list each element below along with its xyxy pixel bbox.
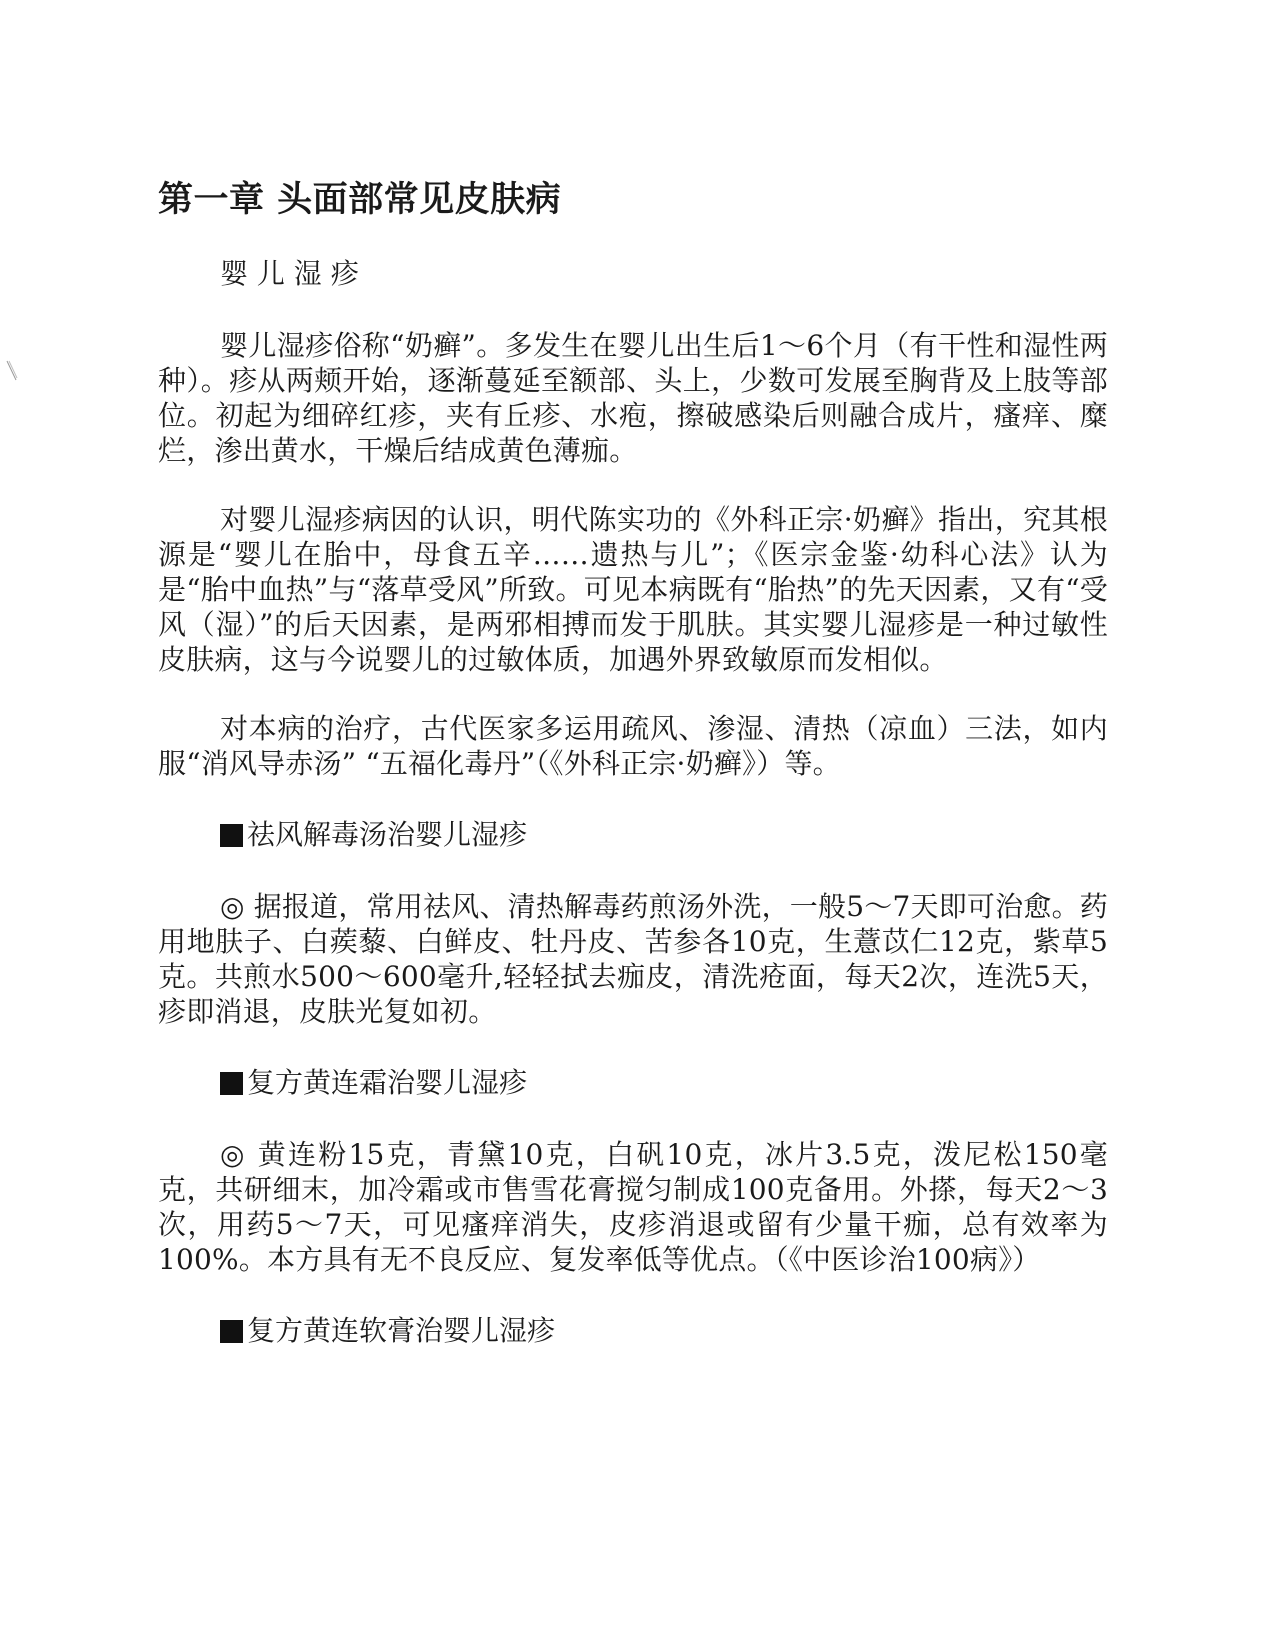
filled-square-icon: [220, 1320, 243, 1343]
remedy-heading-label: 复方黄连霜治婴儿湿疹: [247, 1066, 528, 1099]
remedy-heading: [220, 1063, 1108, 1103]
intro-paragraph: 婴儿湿疹俗称“奶癣”。多发生在婴儿出生后1～6个月（有干性和湿性两种）。疹从两颊开始，逐渐蔓延至额部、头上，少数可发展至胸背及上肢等部位。初起为细碎红疹，夹有丘疹、水疱，擦破感染后则融合成片，瘙痒、糜烂，渗出黄水，干燥后结成黄色薄痂。: [158, 329, 1108, 467]
remedy-heading-label: 祛风解毒汤治婴儿湿疹: [247, 818, 528, 851]
remedy-text: ◎ 黄连粉15克，青黛10克，白矾10克，冰片3.5克，泼尼松150毫克，共研细末，加冷霜或市售雪花膏搅匀制成100克备用。外搽，每天2～3次，用药5～7天，可见瘙痒消失，皮疹消退或留有少量干痂，总有效率为100%。本方具有无不良反应、复发率低等优点。（《中医诊治100病》）: [158, 1138, 1108, 1276]
filled-square-icon: [220, 1072, 243, 1095]
etiology-paragraph: 对婴儿湿疹病因的认识，明代陈实功的《外科正宗·奶癣》指出，究其根源是“婴儿在胎中，母食五辛……遗热与儿”；《医宗金鉴·幼科心法》认为是“胎中血热”与“落草受风”所致。可见本病既有“胎热”的先天因素，又有“受风（湿）”的后天因素，是两邪相搏而发于肌肤。其实婴儿湿疹是一种过敏性皮肤病，这与今说婴儿的过敏体质，加遇外界致敏原而发相似。: [158, 503, 1108, 676]
scan-mark: [6, 360, 18, 382]
remedy-heading-label: 复方黄连软膏治婴儿湿疹: [247, 1314, 556, 1347]
section-title: 婴 儿 湿 疹: [220, 257, 359, 290]
remedy-heading: [220, 815, 1108, 855]
remedy-heading: [220, 1311, 1108, 1351]
filled-square-icon: [220, 824, 243, 847]
remedy-text: ◎ 据报道，常用祛风、清热解毒药煎汤外洗，一般5～7天即可治愈。药用地肤子、白蒺藜、白鲜皮、牡丹皮、苦参各10克，生薏苡仁12克，紫草5克。共煎水500～600毫升,轻轻拭去痂皮，清洗疮面，每天2次，连洗5天，疹即消退，皮肤光复如初。: [158, 890, 1108, 1028]
chapter-title: 第一章 头面部常见皮肤病: [158, 180, 562, 220]
treatment-paragraph: 对本病的治疗，古代医家多运用疏风、渗湿、清热（凉血）三法，如内服“消风导赤汤” “五福化毒丹”（《外科正宗·奶癣》）等。: [158, 712, 1108, 780]
document-page: [158, 176, 1108, 1351]
